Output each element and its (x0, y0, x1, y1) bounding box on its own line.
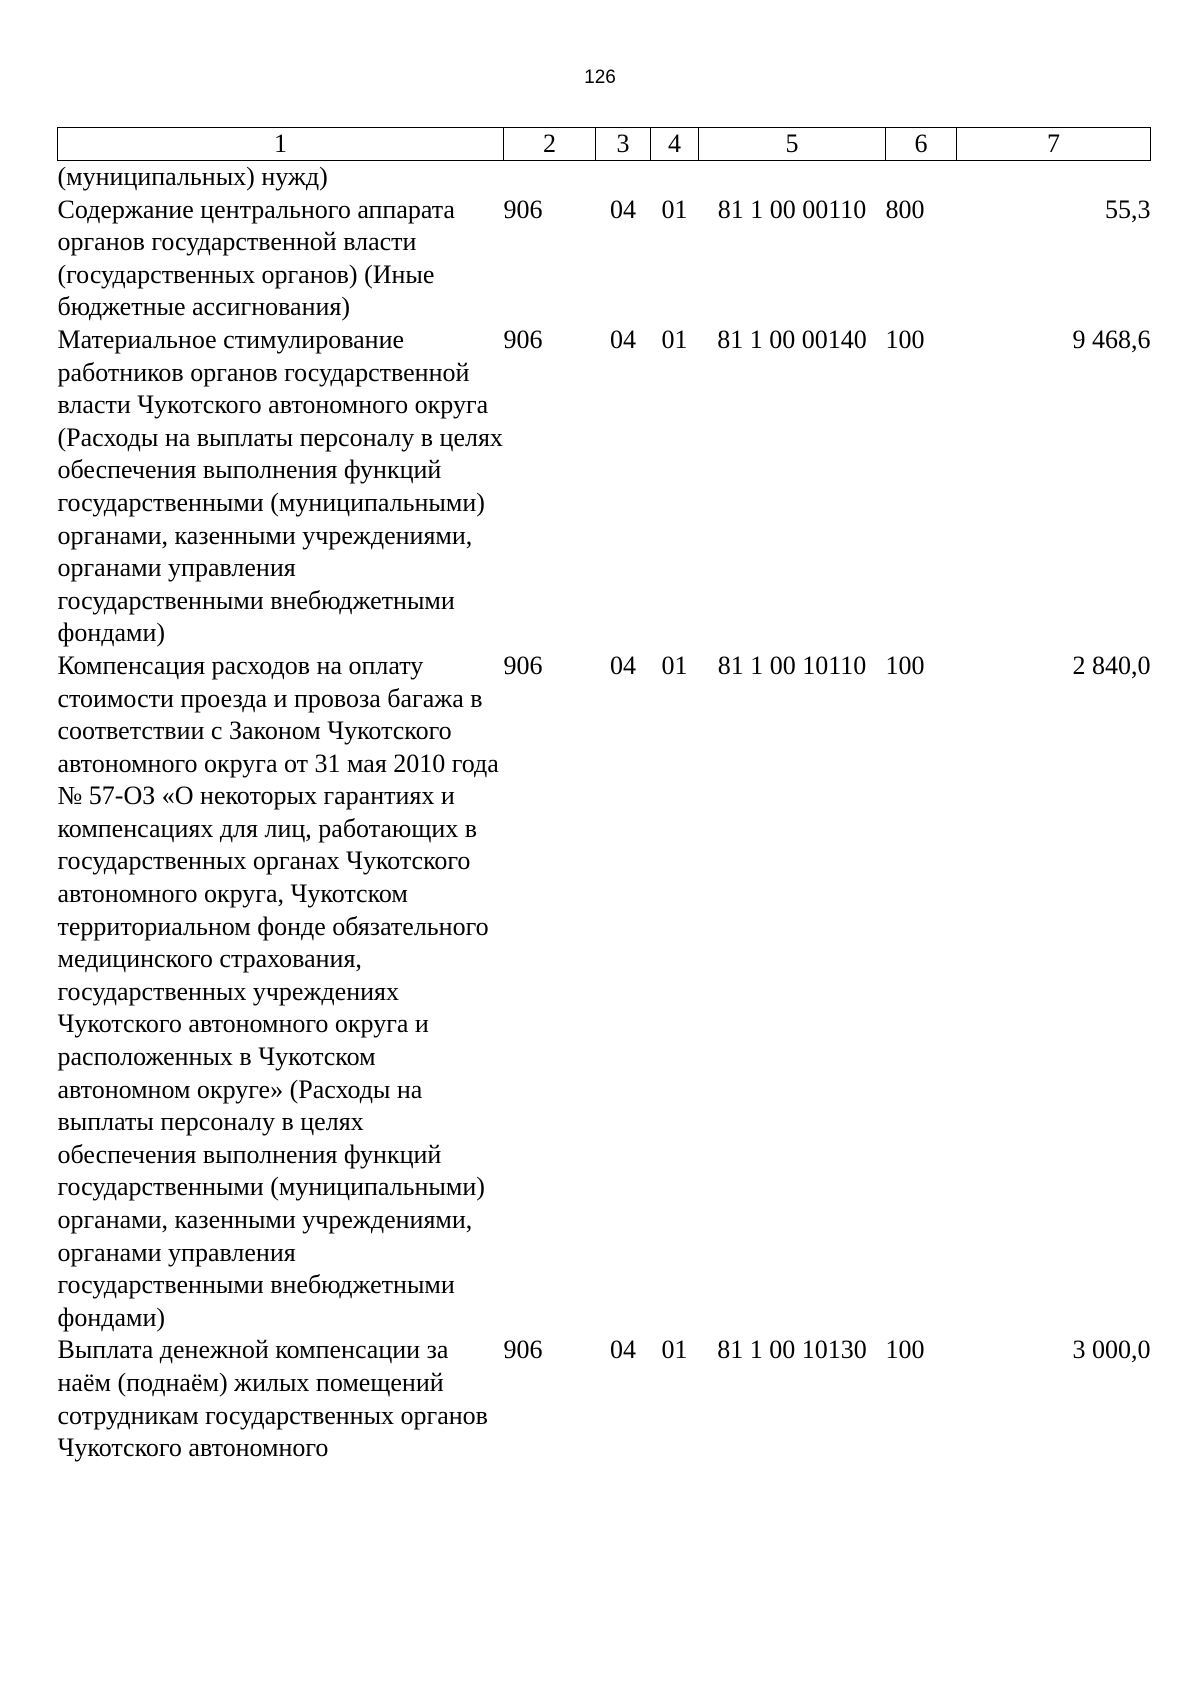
header-col-2: 2 (504, 128, 596, 161)
header-col-1: 1 (58, 128, 504, 161)
row-col-4: 01 (661, 1335, 688, 1365)
row-col-3: 04 (610, 324, 636, 354)
row-col-2: 906 (503, 1335, 543, 1365)
row-col-4: 01 (661, 650, 688, 680)
page-number: 126 (584, 67, 616, 88)
row-col-3: 04 (610, 194, 636, 224)
table-row (58, 1334, 1151, 1464)
row-col-6: 800 (885, 194, 925, 224)
row-col-6: 100 (885, 1335, 925, 1365)
row-col-2: 906 (503, 194, 543, 224)
row-col-6 (886, 161, 957, 194)
row-col-5 (699, 161, 886, 194)
row-description: Компенсация расходов на оплату стоимости проезда и провоза багажа в соответствии с Законом Чукотского автономного округа от 31 мая 2010 года № 57-ОЗ «О некоторых гарантиях и компенсациях для лиц, работающих в государственных органах Чукотского автономного округа, Чукотском территориальном фонде обязательного медицинского страхования, государственных учреждениях Чукотского автономного округа и расположенных в Чукотском автономном округе» (Расходы на выплаты персоналу в целях обеспечения выполнения функций государственными (муниципальными) органами, казенными учреждениями, органами управления государственными внебюджетными фондами) (57, 650, 499, 1332)
row-col-7: 3 000,0 (1072, 1335, 1151, 1365)
row-col-5: 81 1 00 10130 (717, 1335, 867, 1365)
row-col-2: 906 (503, 650, 543, 680)
row-col-7: 9 468,6 (1072, 324, 1151, 354)
row-col-5: 81 1 00 10110 (717, 650, 867, 680)
row-col-4: 01 (661, 324, 688, 354)
row-description: Содержание центрального аппарата органов государственной власти (государственных органов) (Иные бюджетные ассигнования) (57, 194, 455, 322)
budget-table (57, 127, 1151, 1465)
table-header (58, 128, 1151, 161)
row-col-3: 04 (610, 650, 636, 680)
header-col-3: 3 (596, 128, 651, 161)
row-description: (муниципальных) нужд) (57, 162, 328, 191)
row-description: Материальное стимулирование работников органов государственной власти Чукотского автономного округа (Расходы на выплаты персоналу в целях обеспечения выполнения функций государственными (муниципальными) органами, казенными учреждениями, органами управления государственными внебюджетными фондами) (57, 324, 503, 648)
header-col-6: 6 (886, 128, 957, 161)
header-col-4: 4 (651, 128, 699, 161)
row-description: Выплата денежной компенсации за наём (поднаём) жилых помещений сотрудникам государственных органов Чукотского автономного (57, 1335, 488, 1463)
row-col-4: 01 (661, 194, 688, 224)
row-col-7 (957, 161, 1151, 194)
row-col-7: 2 840,0 (1072, 650, 1151, 680)
table-body (58, 161, 1151, 1465)
row-col-6: 100 (885, 324, 925, 354)
row-col-3 (596, 161, 651, 194)
table-row (58, 194, 1151, 324)
row-col-5: 81 1 00 00140 (717, 324, 867, 354)
table-row (58, 324, 1151, 650)
row-col-3: 04 (610, 1335, 636, 1365)
row-col-7: 55,3 (1105, 194, 1151, 224)
row-col-2: 906 (503, 324, 543, 354)
row-col-5: 81 1 00 00110 (717, 194, 867, 224)
row-col-2 (504, 161, 596, 194)
table-row (58, 161, 1151, 194)
row-col-4 (651, 161, 699, 194)
table-row (58, 650, 1151, 1334)
header-col-7: 7 (957, 128, 1151, 161)
row-col-6: 100 (885, 650, 925, 680)
header-col-5: 5 (699, 128, 886, 161)
header-row (58, 128, 1151, 161)
